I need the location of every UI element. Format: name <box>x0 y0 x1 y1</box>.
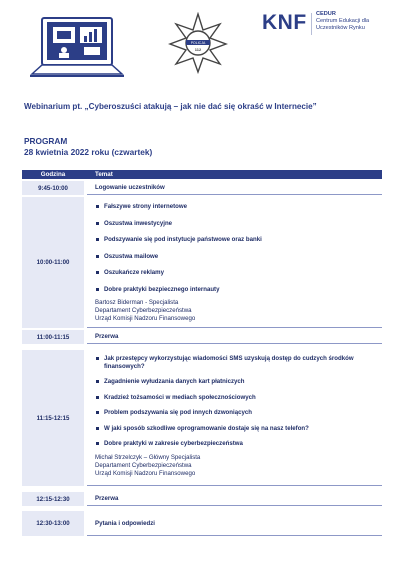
col-topic-header: Temat <box>95 171 113 178</box>
table-row <box>22 511 382 536</box>
program-date: 28 kwietnia 2022 roku (czwartek) <box>24 146 153 157</box>
speaker-name: Michał Strzelczyk – Główny Specjalista <box>95 453 201 461</box>
row-time: 12:15-12:30 <box>22 492 84 506</box>
webinar-title: Webinarium pt. „Cyberoszuści atakują – jak nie dać się okraść w Internecie” <box>24 102 317 111</box>
list-item: Zagadnienie wyłudzania danych kart płatniczych <box>95 378 382 386</box>
list-item: Kradzież tożsamości w mediach społecznościowych <box>95 394 382 402</box>
speaker-name: Bartosz Biderman - Specjalista <box>95 299 179 306</box>
row-topic <box>87 197 382 328</box>
knf-name: KNF <box>262 11 307 34</box>
knf-org-line2: Uczestników Rynku <box>316 25 365 31</box>
list-item: Podszywanie się pod instytucje państwowe oraz banki <box>95 236 382 244</box>
row-time: 11:15-12:15 <box>22 350 84 486</box>
topic-list <box>95 203 382 293</box>
laptop-logo <box>28 14 126 84</box>
list-item: Dobre praktyki bezpiecznego internauty <box>95 286 382 294</box>
knf-divider <box>311 13 312 35</box>
row-topic: Przerwa <box>87 330 382 344</box>
table-row <box>22 197 382 328</box>
row-topic <box>87 350 382 486</box>
row-topic: Przerwa <box>87 492 382 506</box>
table-header <box>22 170 382 179</box>
row-time: 11:00-11:15 <box>22 330 84 344</box>
list-item: Jak przestępcy wykorzystując wiadomości SMS uzyskują dostęp do cudzych środków finansowych? <box>95 355 382 370</box>
table-row <box>22 181 382 195</box>
schedule-table <box>22 170 382 536</box>
topic-list <box>95 355 382 448</box>
program-heading: PROGRAM <box>24 136 68 146</box>
list-item: Problem podszywania się pod innych dzwoniących <box>95 409 382 417</box>
police-star-logo <box>168 12 228 74</box>
speaker-department: Departament Cyberbezpieczeństwa <box>95 307 192 314</box>
list-item: W jaki sposób szkodliwe oprogramowanie dostaje się na nasz telefon? <box>95 425 382 433</box>
program-heading-block <box>24 136 152 157</box>
list-item: Oszustwa mailowe <box>95 253 382 261</box>
table-row <box>22 330 382 344</box>
knf-org-line1: Centrum Edukacji dla <box>316 18 370 24</box>
row-topic: Logowanie uczestników <box>87 181 382 195</box>
table-row <box>22 350 382 486</box>
speaker-info <box>95 299 382 323</box>
row-time: 9:45-10:00 <box>22 181 84 195</box>
knf-logo <box>262 12 382 38</box>
police-number: 112 <box>194 47 202 52</box>
speaker-info <box>95 454 382 478</box>
row-time: 12:30-13:00 <box>22 511 84 536</box>
knf-org <box>316 11 386 32</box>
list-item: Dobre praktyki w zakresie cyberbezpieczeństwa <box>95 440 382 448</box>
table-row <box>22 492 382 506</box>
col-time-header: Godzina <box>40 171 66 178</box>
speaker-office: Urząd Komisji Nadzoru Finansowego <box>95 469 196 477</box>
row-time: 10:00-11:00 <box>22 197 84 328</box>
list-item: Oszukańcze reklamy <box>95 269 382 277</box>
list-item: Oszustwa inwestycyjne <box>95 220 382 228</box>
row-topic: Pytania i odpowiedzi <box>87 511 382 536</box>
police-text: POLICJA <box>190 41 206 45</box>
speaker-department: Departament Cyberbezpieczeństwa <box>95 461 192 469</box>
knf-org-short: CEDUR <box>316 11 336 17</box>
list-item: Fałszywe strony internetowe <box>95 203 382 211</box>
speaker-office: Urząd Komisji Nadzoru Finansowego <box>95 315 196 322</box>
